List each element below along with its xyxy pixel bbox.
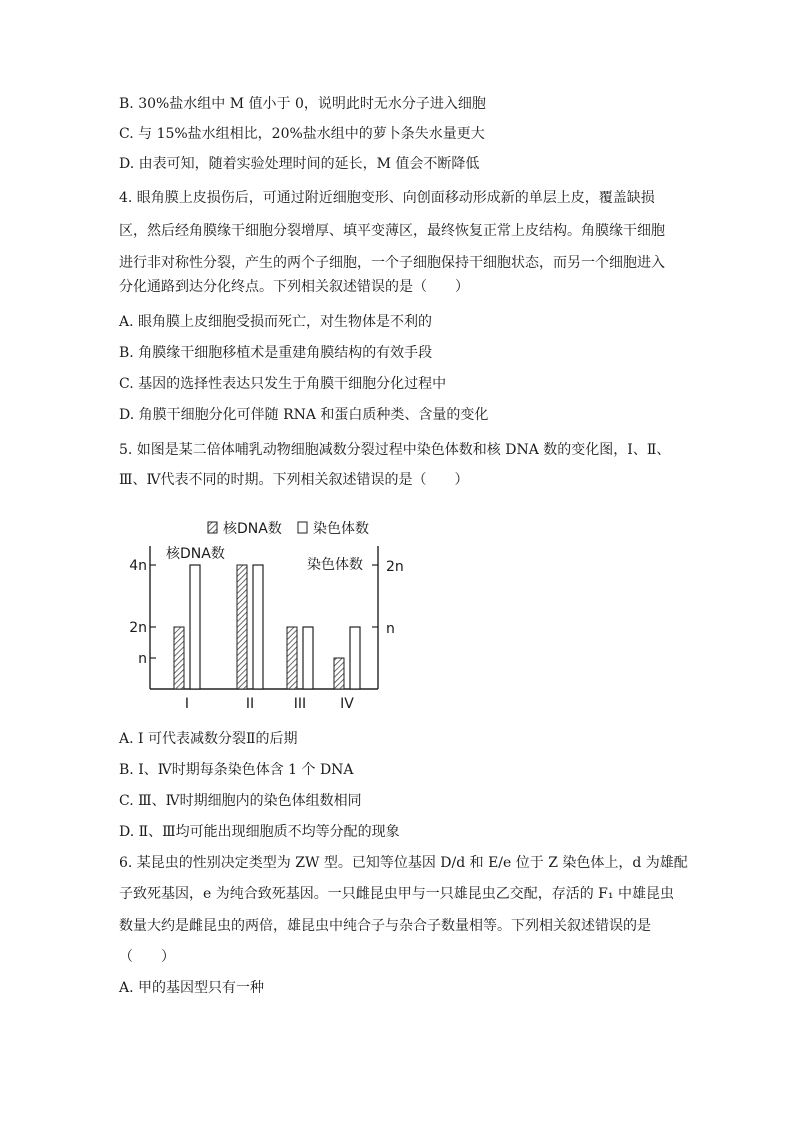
right-tick-label-2n: 2n [386,559,404,575]
text-line-15: B. I、Ⅳ时期每条染色体含 1 个 DNA [119,762,354,778]
text-line-19: 子致死基因，e 为纯合致死基因。一只雌昆虫甲与一只雄昆虫乙交配，存活的 F₁ 中雄昆虫 [119,886,674,902]
right-axis-title: 染色体数 [307,557,363,573]
text-line-9: B. 角膜缘干细胞移植术是重建角膜结构的有效手段 [119,345,433,361]
legend-label-chromosome: 染色体数 [313,521,369,537]
left-tick-label-2n: 2n [129,620,147,636]
text-line-21: （ ） [119,949,175,965]
text-line-20: 数量大约是雌昆虫的两倍，雄昆虫中纯合子与杂合子数量相等。下列相关叙述错误的是 [119,918,651,934]
legend-swatch-dna [208,522,217,533]
text-line-2: C. 与 15%盐水组相比，20%盐水组中的萝卜条失水量更大 [119,126,485,142]
category-label-1: I [184,696,190,712]
left-tick-label-4n: 4n [129,558,147,574]
text-line-22: A. 甲的基因型只有一种 [119,980,265,996]
text-line-13: Ⅲ、Ⅳ代表不同的时期。下列相关叙述错误的是（ ） [119,472,469,488]
bar-dna-2 [237,565,247,689]
bar-chromosome-1 [190,565,200,689]
text-line-3: D. 由表可知，随着实验处理时间的延长，M 值会不断降低 [119,156,480,172]
text-line-16: C. Ⅲ、Ⅳ时期细胞内的染色体组数相同 [119,793,362,809]
bar-dna-3 [287,627,297,689]
text-line-18: 6. 某昆虫的性别决定类型为 ZW 型。已知等位基因 D/d 和 E/e 位于 Z 染色体上，d 为雄配 [119,855,688,871]
text-line-14: A. I 可代表减数分裂Ⅱ的后期 [119,731,298,747]
category-label-2: II [245,696,255,712]
right-tick-label-n: n [386,621,395,637]
text-line-10: C. 基因的选择性表达只发生于角膜干细胞分化过程中 [119,376,447,392]
text-line-11: D. 角膜干细胞分化可伴随 RNA 和蛋白质种类、含量的变化 [119,407,489,423]
text-line-1: B. 30%盐水组中 M 值小于 0，说明此时无水分子进入细胞 [119,96,486,112]
text-line-12: 5. 如图是某二倍体哺乳动物细胞减数分裂过程中染色体数和核 DNA 数的变化图，I、Ⅱ、 [119,442,671,458]
text-line-4: 4. 眼角膜上皮损伤后，可通过附近细胞变形、向创面移动形成新的单层上皮，覆盖缺损 [119,190,655,206]
legend-label-dna: 核DNA数 [223,521,282,537]
text-line-8: A. 眼角膜上皮细胞受损而死亡，对生物体是不利的 [119,314,433,330]
bar-group [174,565,360,689]
text-line-5: 区，然后经角膜缘干细胞分裂增厚、填平变薄区，最终恢复正常上皮结构。角膜缘干细胞 [119,223,665,239]
bar-chromosome-2 [253,565,263,689]
bar-chromosome-3 [303,627,313,689]
text-line-17: D. Ⅱ、Ⅲ均可能出现细胞质不均等分配的现象 [119,824,400,840]
left-tick-label-n: n [138,651,147,667]
category-label-3: III [293,696,307,712]
bar-dna-1 [174,627,184,689]
text-line-7: 分化通路到达分化终点。下列相关叙述错误的是（ ） [119,279,469,295]
legend-swatch-chromosome [298,522,307,533]
left-axis-title: 核DNA数 [166,546,225,562]
bar-chromosome-4 [350,627,360,689]
bar-dna-4 [334,658,344,689]
category-labels [185,696,354,712]
bar-chart [120,512,404,712]
category-label-4: IV [340,696,354,712]
text-line-6: 进行非对称性分裂，产生的两个子细胞，一个子细胞保持干细胞状态，而另一个细胞进入 [119,255,665,271]
